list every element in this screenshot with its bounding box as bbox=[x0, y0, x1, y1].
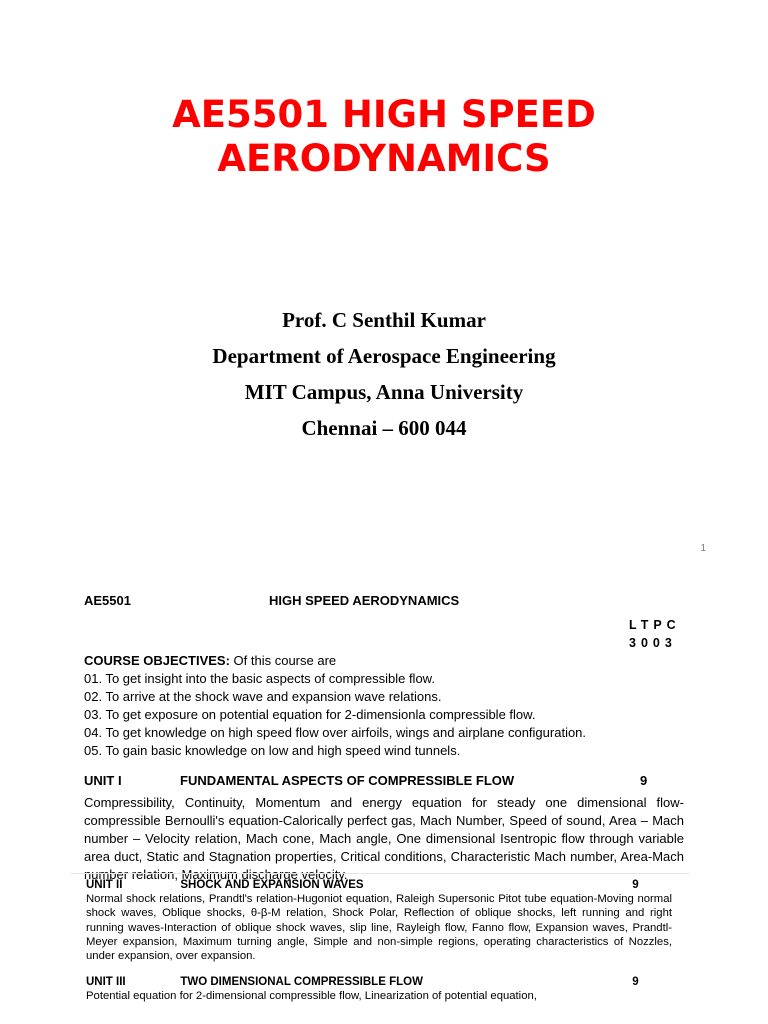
course-name: HIGH SPEED AERODYNAMICS bbox=[269, 593, 460, 608]
course-code: AE5501 bbox=[84, 593, 131, 608]
objectives-label: COURSE OBJECTIVES: bbox=[84, 653, 230, 668]
objective-item: 05. To gain basic knowledge on low and high speed wind tunnels. bbox=[84, 743, 461, 758]
course-header bbox=[84, 592, 684, 610]
author-block bbox=[0, 302, 768, 446]
unit2-hours: 9 bbox=[632, 879, 639, 891]
objective-item: 02. To arrive at the shock wave and expansion wave relations. bbox=[84, 689, 442, 704]
slide-title-line1: AE5501 HIGH SPEED bbox=[172, 93, 596, 136]
unit1-title: FUNDAMENTAL ASPECTS OF COMPRESSIBLE FLOW bbox=[180, 773, 515, 788]
syllabus-page bbox=[84, 592, 684, 882]
objectives-intro: Of this course are bbox=[233, 653, 337, 668]
objective-item: 04. To get knowledge on high speed flow over airfoils, wings and airplane configuration. bbox=[84, 725, 587, 740]
ltpc-values: 3003 bbox=[629, 636, 677, 650]
unit3-heading bbox=[86, 975, 672, 989]
scan-divider bbox=[70, 873, 690, 874]
unit2-heading bbox=[86, 878, 672, 892]
author-name: Prof. C Senthil Kumar bbox=[282, 308, 486, 332]
author-campus: MIT Campus, Anna University bbox=[244, 380, 524, 404]
unit2-text: Normal shock relations, Prandtl's relation-Hugoniot equation, Raleigh Supersonic Pitot tube equation-Moving normal shock waves, Oblique shocks, θ-β-M relation, Shock Polar, Reflection of oblique shocks, left running and right running waves-Interaction of oblique shock waves, slip line, Rayleigh flow, Fanno flow, Expansion waves, Prandtl-Meyer expansion, Maximum turning angle, Simple and non-simple regions, operating characteristics of Nozzles, under expansion, over expansion. bbox=[86, 893, 672, 963]
unit3-code: UNIT III bbox=[86, 976, 126, 989]
objective-item: 01. To get insight into the basic aspects of compressible flow. bbox=[84, 671, 435, 686]
objectives-heading bbox=[84, 652, 684, 670]
unit2-title: SHOCK AND EXPANSION WAVES bbox=[180, 879, 364, 891]
page-number: 1 bbox=[700, 543, 706, 554]
unit1-code: UNIT I bbox=[84, 773, 122, 788]
syllabus-page-continued bbox=[86, 878, 672, 1004]
unit3-title: TWO DIMENSIONAL COMPRESSIBLE FLOW bbox=[180, 976, 423, 989]
slide-title-line2: AERODYNAMICS bbox=[217, 137, 551, 180]
unit3-text: Potential equation for 2-dimensional compressible flow, Linearization of potential equation, bbox=[86, 990, 537, 1003]
author-department: Department of Aerospace Engineering bbox=[212, 344, 556, 368]
unit1-heading bbox=[84, 772, 684, 790]
author-city: Chennai – 600 044 bbox=[301, 416, 467, 440]
slide-title bbox=[0, 93, 768, 181]
unit1-hours: 9 bbox=[640, 773, 648, 788]
unit3-hours: 9 bbox=[632, 976, 639, 989]
unit2-code: UNIT II bbox=[86, 879, 123, 891]
ltpc-header: LTPC bbox=[629, 618, 681, 632]
objective-item: 03. To get exposure on potential equation for 2-dimensionla compressible flow. bbox=[84, 707, 536, 722]
unit1-text: Compressibility, Continuity, Momentum and energy equation for steady one dimensional flow-compressible Bernoulli's equation-Calorically perfect gas, Mach Number, Speed of sound, Area – Mach number – Velocity relation, Mach cone, Mach angle, One dimensional Isentropic flow through variable area duct, Static and Stagnation properties, Critical conditions, Characteristic Mach number, Area-Mach number relation, Maximum discharge velocity. bbox=[84, 795, 684, 882]
